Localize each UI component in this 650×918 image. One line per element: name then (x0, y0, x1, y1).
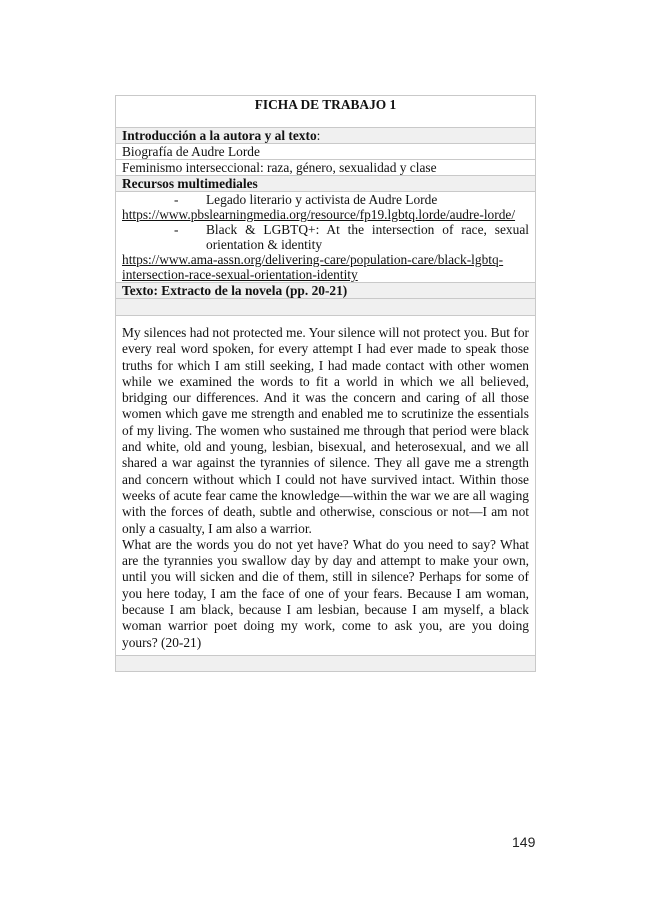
resource-dash-1: - (174, 192, 179, 207)
resource-link-1[interactable]: https://www.pbslearningmedia.org/resource/fp19.lgbtq.lorde/audre-lorde/ (122, 207, 516, 222)
resource-link-2[interactable]: https://www.ama-assn.org/delivering-care/population-care/black-lgbtq-intersection-race-sexual-orientation-identity (122, 252, 504, 282)
excerpt-cell (116, 316, 536, 656)
resources-heading-cell (116, 176, 536, 192)
text-heading: Texto: Extracto de la novela (pp. 20-21) (122, 283, 348, 298)
resource-dash-2: - (174, 222, 179, 237)
text-heading-cell (116, 283, 536, 299)
excerpt-paragraph-1: My silences had not protected me. Your silence will not protect you. But for every real word spoken, for every attempt I had ever made to speak those truths for which I am still seeking, I had made contact with other women while we examined the words to fit a world in which we all believed, bridging our differences. And it was the concern and caring of all those women which gave me strength and enabled me to scrutinize the essentials of my living. The women who sustained me through that period were black and white, old and young, lesbian, bisexual, and heterosexual, and we all shared a war against the tyrannies of silence. They all gave me a strength and concern without which I could not have survived intact. Within those weeks of acute fear came the knowledge—within the war we are all waging with the forces of death, subtle and otherwise, conscious or not—I am not only a casualty, I am also a warrior. (122, 325, 529, 536)
worksheet-title-cell (116, 96, 536, 128)
intro-heading: Introducción a la autora y al texto (122, 128, 317, 143)
worksheet-table (115, 95, 536, 672)
intro-items-cell-2 (116, 160, 536, 176)
intro-item-biography: Biografía de Audre Lorde (122, 144, 260, 159)
resources-heading: Recursos multimediales (122, 176, 258, 191)
resources-cell (116, 192, 536, 283)
intro-item-feminism: Feminismo interseccional: raza, género, sexualidad y clase (122, 160, 437, 175)
intro-heading-cell (116, 128, 536, 144)
closing-cell (116, 655, 536, 671)
spacer-cell (116, 299, 536, 316)
intro-items-cell (116, 144, 536, 160)
intro-heading-colon: : (316, 128, 321, 143)
resource-label-2: Black & LGBTQ+: At the intersection of race, sexual orientation & identity (206, 222, 529, 252)
resource-label-1: Legado literario y activista de Audre Lorde (206, 192, 438, 207)
page-number: 149 (512, 834, 536, 850)
resource-item-2 (122, 222, 529, 252)
excerpt-paragraph-2: What are the words you do not yet have? What do you need to say? What are the tyrannies you swallow day by day and attempt to make your own, until you will sicken and die of them, still in silence? Perhaps for some of you here today, I am the face of one of your fears. Because I am woman, because I am black, because I am lesbian, because I am myself, a black woman warrior poet doing my work, come to ask you, are you doing yours? (20-21) (122, 536, 529, 650)
resource-item-1 (122, 192, 529, 207)
worksheet-title: FICHA DE TRABAJO 1 (254, 97, 397, 112)
